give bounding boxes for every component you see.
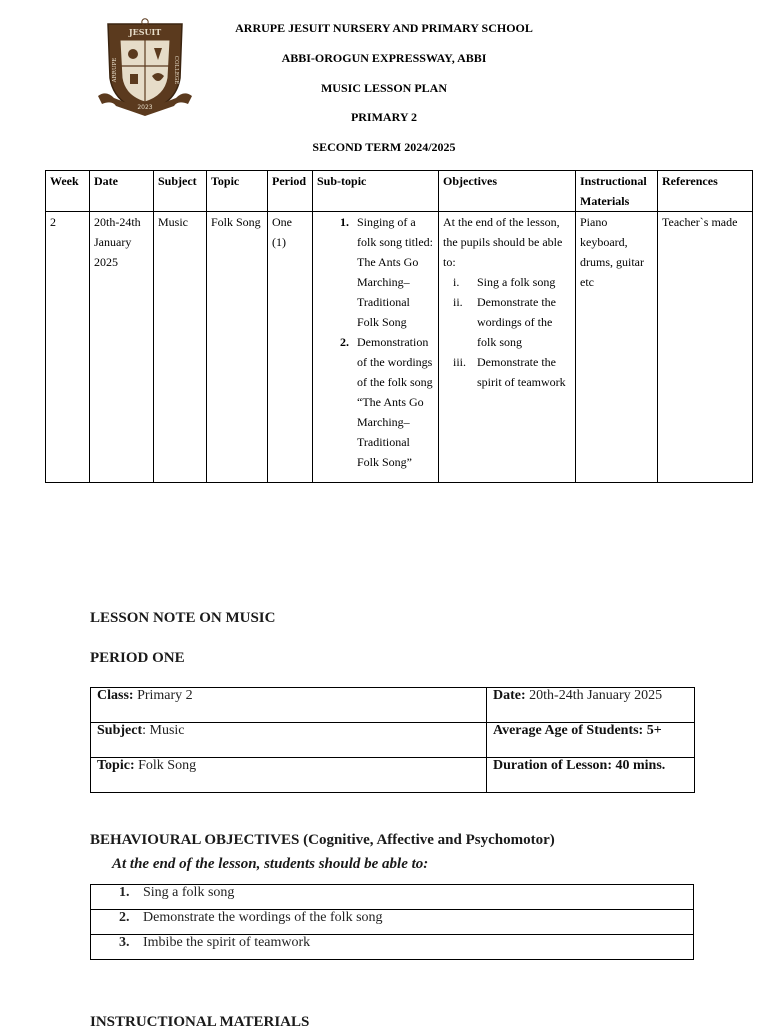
list-item (443, 292, 571, 352)
term-heading: SECOND TERM 2024/2025 (312, 140, 456, 154)
list-text: Sing a folk song (477, 275, 556, 289)
period-heading: PERIOD ONE (90, 650, 185, 666)
cell-subject: Music (154, 212, 207, 483)
table-row (46, 212, 753, 483)
school-name: ARRUPE JESUIT NURSERY AND PRIMARY SCHOOL (235, 21, 533, 35)
duration-label: Duration of Lesson: 40 mins. (493, 758, 666, 773)
table-row (91, 935, 694, 960)
list-text: Singing of a folk song titled: The Ants Go Marching– Traditional Folk Song (357, 215, 433, 329)
cell-week: 2 (46, 212, 90, 483)
age-label: Average Age of Students: 5+ (493, 723, 662, 738)
topic-value: Folk Song (134, 758, 197, 773)
duration-cell (487, 758, 695, 793)
list-number: 1. (119, 885, 130, 900)
header-subject: Subject (154, 171, 207, 212)
class-value: Primary 2 (133, 688, 193, 703)
behavioural-objectives-table (90, 884, 694, 960)
cell-topic: Folk Song (207, 212, 268, 483)
list-number: iii. (453, 355, 467, 369)
next-section-heading: INSTRUCTIONAL MATERIALS (90, 1014, 310, 1030)
list-text: Imbibe the spirit of teamwork (143, 935, 311, 950)
table-row (91, 688, 695, 723)
list-number: 2. (340, 335, 349, 349)
table-row (91, 885, 694, 910)
cell-subtopic (313, 212, 439, 483)
header-week: Week (46, 171, 90, 212)
document-title: MUSIC LESSON PLAN (320, 81, 448, 95)
list-number: ii. (453, 295, 463, 309)
class-label: Class: (97, 688, 134, 703)
list-number: i. (453, 275, 460, 289)
objectives-intro: At the end of the lesson, the pupils should be able to: (443, 215, 563, 269)
header-topic: Topic (207, 171, 268, 212)
cell-date: 20th-24th January 2025 (90, 212, 154, 483)
topic-cell (91, 758, 487, 793)
class-heading: PRIMARY 2 (350, 110, 418, 124)
cell-materials: Piano keyboard, drums, guitar etc (576, 212, 658, 483)
school-logo (96, 18, 194, 118)
list-text: Demonstrate the wordings of the folk song (477, 295, 556, 349)
lesson-info-table (90, 687, 695, 793)
list-item (443, 352, 571, 392)
table-row (91, 758, 695, 793)
list-number: 3. (119, 935, 130, 950)
behavioural-heading: BEHAVIOURAL OBJECTIVES (Cognitive, Affective and Psychomotor) (90, 832, 555, 848)
cell-references: Teacher`s made (658, 212, 753, 483)
header-date: Date (90, 171, 154, 212)
header-subtopic: Sub-topic (313, 171, 439, 212)
header-materials: Instructional Materials (576, 171, 658, 212)
subject-label: Subject (97, 723, 143, 738)
list-text: Sing a folk song (143, 885, 235, 900)
cell-objectives (439, 212, 576, 483)
list-item (443, 272, 571, 292)
objectives-list (443, 272, 571, 392)
school-address: ABBI-OROGUN EXPRESSWAY, ABBI (281, 51, 487, 65)
logo-year-text: 2023 (137, 104, 153, 111)
lesson-note-title: LESSON NOTE ON MUSIC (90, 610, 276, 626)
subtopic-list (317, 212, 434, 472)
topic-label: Topic: (97, 758, 135, 773)
date-cell (487, 688, 695, 723)
table-row (91, 723, 695, 758)
logo-right-text: COLLEGE (173, 55, 179, 85)
class-cell (91, 688, 487, 723)
age-cell (487, 723, 695, 758)
subject-cell (91, 723, 487, 758)
logo-top-text: JESUIT (128, 27, 162, 37)
logo-left-text: ARRUPE (112, 57, 118, 83)
behavioural-intro: At the end of the lesson, students should be able to: (112, 856, 429, 872)
list-item (317, 212, 434, 332)
cell-period: One (1) (268, 212, 313, 483)
header-objectives: Objectives (439, 171, 576, 212)
list-number: 1. (340, 215, 349, 229)
list-number: 2. (119, 910, 130, 925)
table-header-row (46, 171, 753, 212)
header-period: Period (268, 171, 313, 212)
list-text: Demonstration of the wordings of the folk song “The Ants Go Marching– Traditional Folk Song” (357, 335, 433, 469)
list-item (317, 332, 434, 472)
table-row (91, 910, 694, 935)
subject-value: : Music (142, 723, 185, 738)
lesson-plan-table (45, 170, 753, 483)
list-text: Demonstrate the wordings of the folk song (143, 910, 383, 925)
date-value: 20th-24th January 2025 (525, 688, 663, 703)
date-label: Date: (493, 688, 526, 703)
list-text: Demonstrate the spirit of teamwork (477, 355, 566, 389)
header-references: References (658, 171, 753, 212)
